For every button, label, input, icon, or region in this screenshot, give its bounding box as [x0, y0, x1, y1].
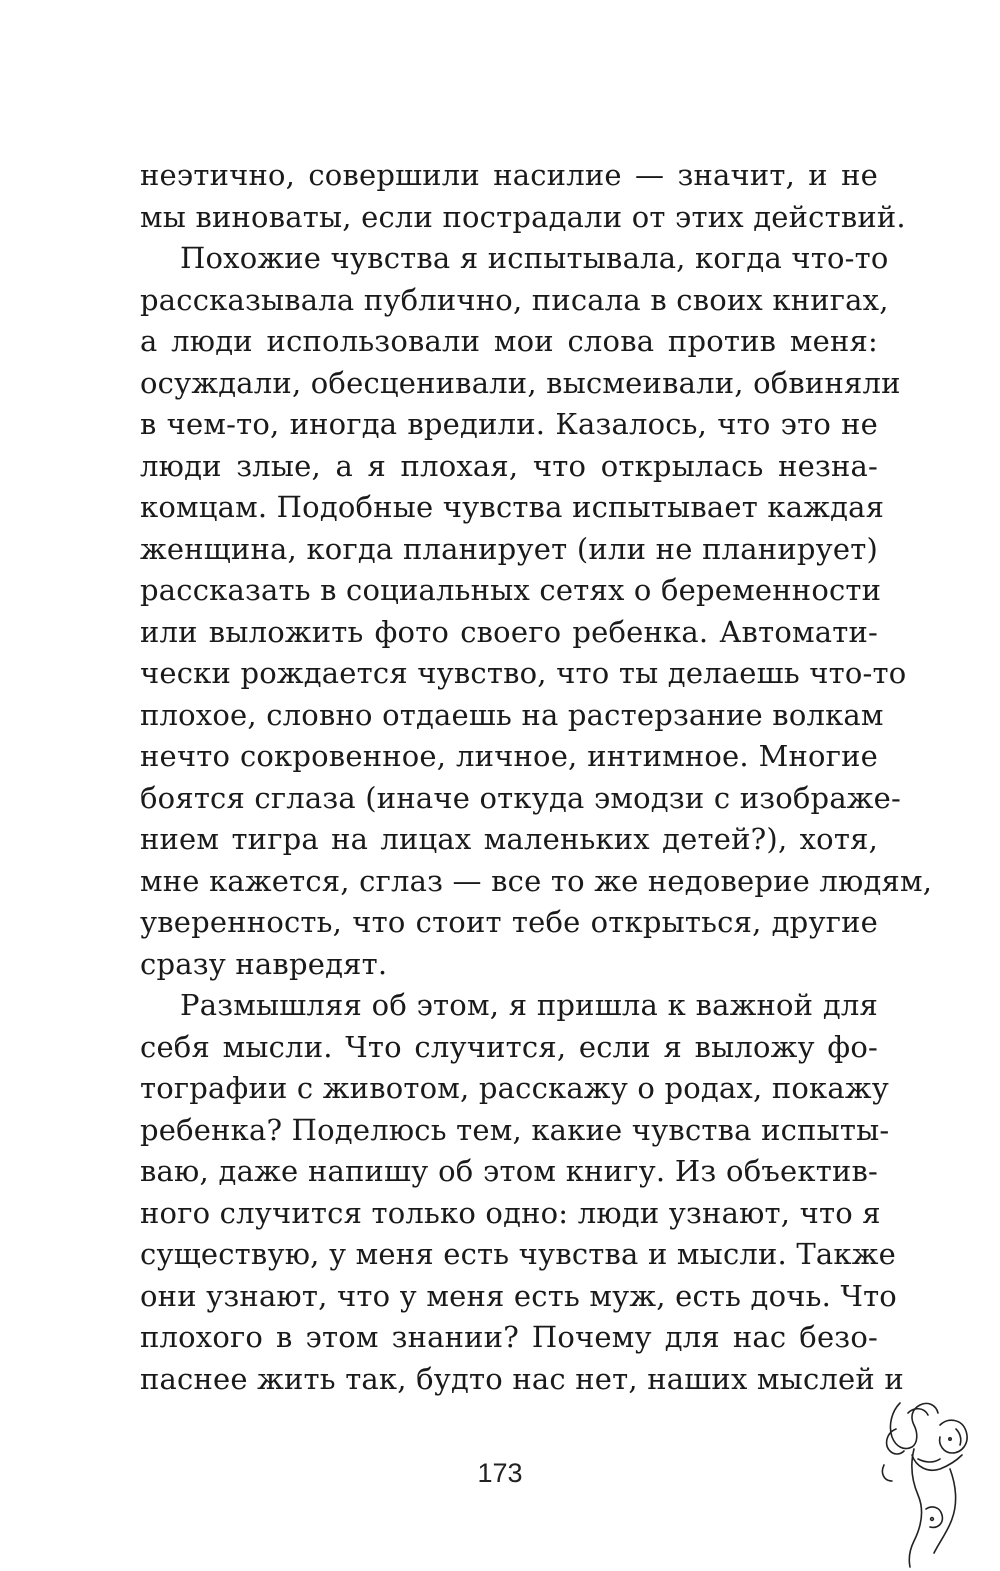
- text-line: люди злые, а я плохая, что открылась незна-: [140, 448, 878, 483]
- text-line: рассказывала публично, писала в своих книгах,: [140, 282, 889, 317]
- text-line: боятся сглаза (иначе откуда эмодзи с изображе-: [140, 780, 902, 815]
- text-line: ваю, даже напишу об этом книгу. Из объектив-: [140, 1154, 878, 1188]
- text-line: уверенность, что стоит тебе открыться, другие: [140, 905, 878, 939]
- paragraph-start-line: Размышляя об этом, я пришла к важной для: [180, 988, 878, 1022]
- text-line: комцам. Подобные чувства испытывает каждая: [140, 490, 885, 524]
- text-line: сразу навредят.: [140, 946, 388, 981]
- text-line: ного случится только одно: люди узнают, что я: [140, 1195, 881, 1230]
- body-text: [140, 155, 933, 1400]
- text-line: мне кажется, сглаз — все то же недоверие людям,: [140, 863, 933, 898]
- text-line: плохое, словно отдаешь на растерзание волкам: [140, 697, 884, 732]
- mother-and-child-icon: [878, 1385, 988, 1571]
- text-line: нием тигра на лицах маленьких детей?), хотя,: [140, 822, 878, 856]
- text-line: паснее жить так, будто нас нет, наших мыслей и: [140, 1361, 904, 1396]
- text-line: рассказать в социальных сетях о беременности: [140, 573, 882, 607]
- text-line: а люди использовали мои слова против меня:: [140, 324, 878, 358]
- text-line: в чем-то, иногда вредили. Казалось, что это не: [140, 407, 878, 441]
- paragraph-start-line: Похожие чувства я испытывала, когда что-то: [180, 241, 889, 275]
- page-number: 173: [477, 1458, 523, 1488]
- text-line: плохого в этом знании? Почему для нас безо-: [140, 1320, 878, 1354]
- text-line: они узнают, что у меня есть муж, есть дочь. Что: [140, 1278, 897, 1313]
- text-line: существую, у меня есть чувства и мысли. Также: [140, 1237, 896, 1271]
- text-line: себя мысли. Что случится, если я выложу фо-: [140, 1029, 878, 1064]
- text-line: неэтично, совершили насилие — значит, и не: [140, 158, 878, 192]
- text-line: женщина, когда планирует (или не планирует): [140, 531, 878, 566]
- text-line: тографии с животом, расскажу о родах, покажу: [140, 1071, 889, 1105]
- text-line: чески рождается чувство, что ты делаешь что-то: [140, 656, 907, 690]
- text-line: мы виноваты, если пострадали от этих действий.: [140, 199, 906, 234]
- text-line: ребенка? Поделюсь тем, какие чувства испыты-: [140, 1112, 890, 1147]
- text-line: осуждали, обесценивали, высмеивали, обвиняли: [140, 365, 901, 400]
- text-line: нечто сокровенное, личное, интимное. Многие: [140, 739, 878, 773]
- text-line: или выложить фото своего ребенка. Автомати-: [140, 614, 878, 649]
